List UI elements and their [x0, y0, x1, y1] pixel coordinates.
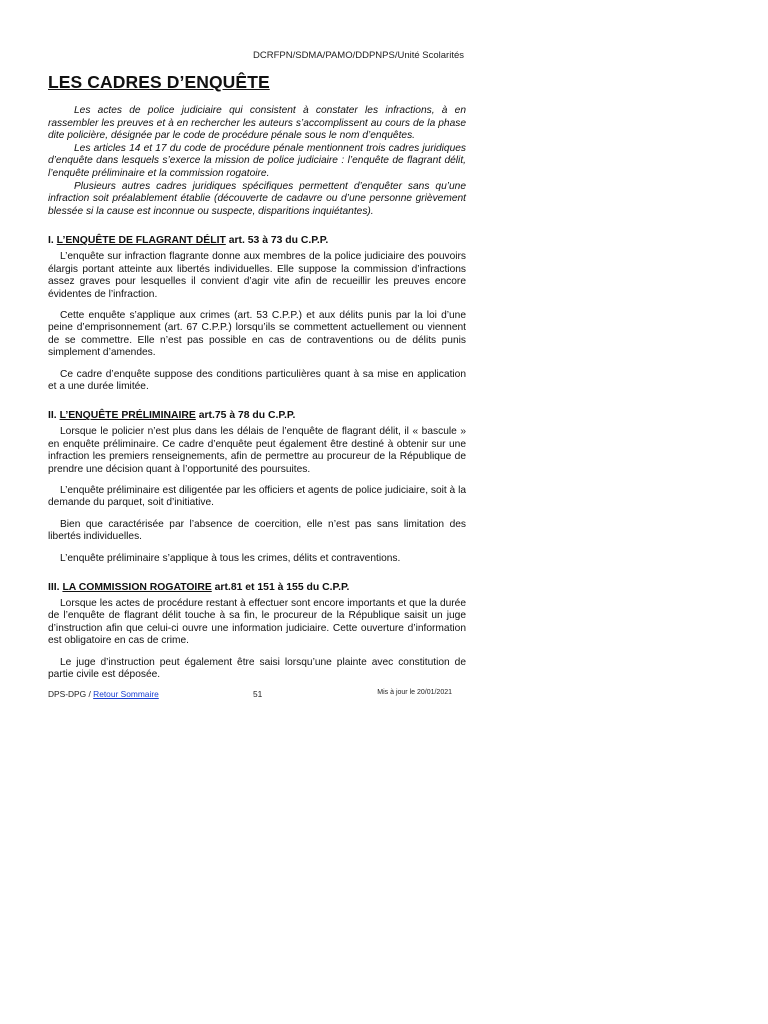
section-paragraph: L’enquête sur infraction flagrante donne aux membres de la police judiciaire des pouvoirs élargis portant atteinte aux libertés individuelles. Elle suppose la commission d’infractions assez graves pour lesquelles il convient d’agir vite afin de recueillir les preuves encore évidentes de l’infraction.: [48, 251, 466, 300]
section-name: L’ENQUÊTE DE FLAGRANT DÉLIT: [56, 235, 226, 247]
section-number: III.: [48, 582, 63, 594]
section-heading: [48, 582, 466, 593]
section-paragraph: Ce cadre d’enquête suppose des conditions particulières quant à sa mise en application et a une durée limitée.: [48, 368, 466, 392]
section-paragraph: Bien que caractérisée par l’absence de coercition, elle n’est pas sans limitation des libertés individuelles.: [48, 518, 466, 543]
section-reference: art. 53 à 73 du C.P.P.: [225, 235, 329, 247]
intro-paragraph: Plusieurs autres cadres juridiques spécifiques permettent d’enquêter sans qu’une infraction soit préalablement établie (découverte de cadavre ou d’une personne grièvement blessée si la cause est inconnue ou suspecte, disparitions inquiétantes).: [48, 180, 466, 217]
footer-org: DPS-DPG /: [48, 689, 94, 699]
section-number: I.: [48, 235, 57, 247]
page-title: LES CADRES D’ENQUÊTE: [48, 72, 270, 92]
footer-left: [48, 689, 159, 699]
section-name: L’ENQUÊTE PRÉLIMINAIRE: [59, 410, 196, 422]
section-heading: [48, 235, 466, 246]
section-name: LA COMMISSION ROGATOIRE: [62, 582, 212, 594]
section-paragraph: Cette enquête s’applique aux crimes (art. 53 C.P.P.) et aux délits punis par la loi d’une peine d’emprisonnement (art. 67 C.P.P.) lorsqu’ils se commettent actuellement ou viennent de se commettre. Elle n’est pas possible en cas de contraventions ou de délits punis simplement d’amendes.: [48, 309, 466, 359]
section-paragraph: L’enquête préliminaire s’applique à tous les crimes, délits et contraventions.: [60, 552, 401, 564]
document-body: [48, 72, 466, 691]
back-to-summary-link[interactable]: Retour Sommaire: [93, 689, 159, 699]
intro: [48, 105, 466, 218]
section-number: II.: [48, 410, 60, 422]
section-paragraph: L’enquête préliminaire est diligentée par les officiers et agents de police judiciaire, soit à la demande du parquet, soit d’initiative.: [48, 485, 466, 509]
intro-paragraph: Les actes de police judiciaire qui consistent à constater les infractions, à en rassembler les preuves et à en rechercher les auteurs s’accomplissent au cours de la phase dite policière, désignée par le code de procédure pénale sous le nom d’enquêtes.: [48, 105, 466, 142]
update-date: Mis à jour le 20/01/2021: [377, 689, 452, 696]
section-reference: art.75 à 78 du C.P.P.: [195, 410, 296, 422]
section-enquete-preliminaire: [48, 410, 466, 565]
section-paragraph: Lorsque les actes de procédure restant à effectuer sont encore importants et que la durée de l’enquête de flagrant délit touche à sa fin, le procureur de la République saisit un juge d’instruction afin que celui-ci ouvre une information judiciaire. Cette ouverture d’information est obligatoire en cas de crime.: [48, 598, 466, 647]
section-heading: [48, 410, 466, 421]
section-commission-rogatoire: [48, 582, 466, 681]
section-reference: art.81 et 151 à 155 du C.P.P.: [211, 582, 350, 594]
section-flagrant-delit: [48, 235, 466, 393]
page-number: 51: [253, 689, 263, 699]
header-path: DCRFPN/SDMA/PAMO/DDPNPS/Unité Scolarités: [253, 50, 464, 61]
intro-paragraph: Les articles 14 et 17 du code de procédure pénale mentionnent trois cadres juridiques d’enquête dans lesquels s’exerce la mission de police judiciaire : l’enquête de flagrant délit, l’enquête préliminaire et la commission rogatoire.: [48, 142, 466, 179]
section-paragraph: Le juge d’instruction peut également être saisi lorsqu’une plainte avec constitution de partie civile est déposée.: [48, 656, 466, 681]
section-paragraph: Lorsque le policier n’est plus dans les délais de l’enquête de flagrant délit, il « bascule » en enquête préliminaire. Ce cadre d’enquête peut également être destiné à obtenir sur une infraction les premiers renseignements, afin de permettre au procureur de la République de prendre une décision quant à l’opportunité des poursuites.: [48, 426, 466, 475]
